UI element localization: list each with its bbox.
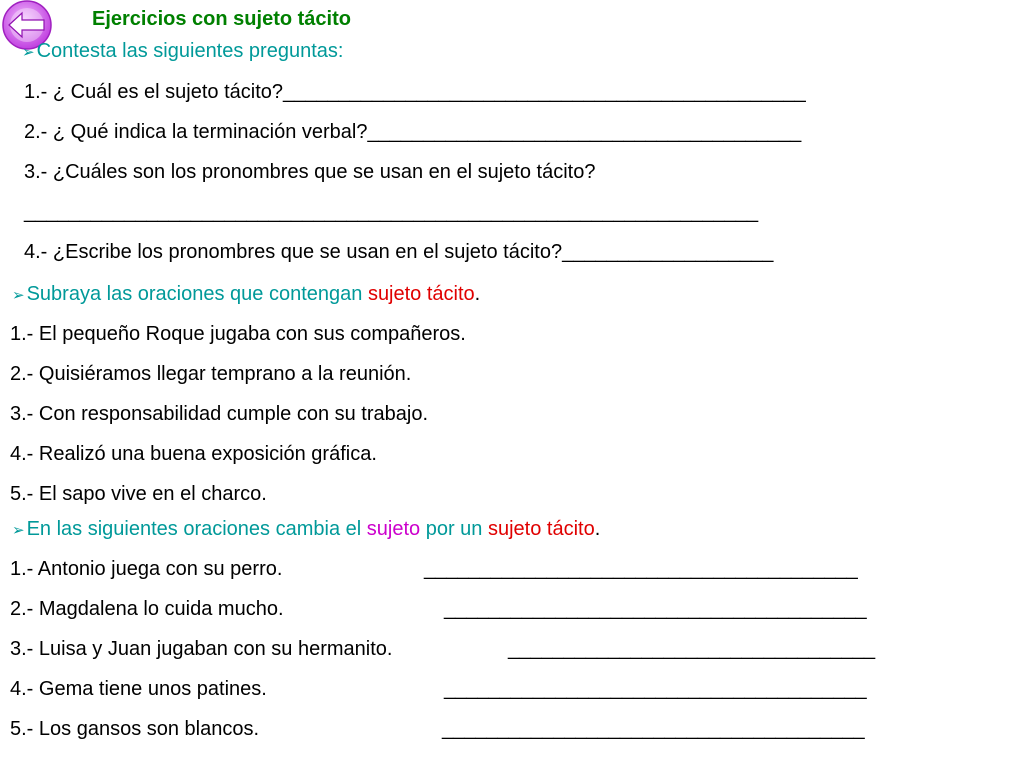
sentence-3-5: 5.- Los gansos son blancos. <box>10 718 260 740</box>
bullet-arrow-icon: ➢ <box>12 287 25 304</box>
sentence-2-4: 4.- Realizó una buena exposición gráfica. <box>10 443 377 465</box>
question-3: 3.- ¿Cuáles son los pronombres que se usan en el sujeto tácito? <box>24 161 596 183</box>
section3-period: . <box>594 518 601 540</box>
sentence-2-3: 3.- Con responsabilidad cumple con su trabajo. <box>10 403 429 425</box>
sentence-3-2-answer-line: ______________________________________ <box>444 598 867 620</box>
section1-instruction-text: Contesta las siguientes preguntas: <box>36 40 344 62</box>
sentence-3-4-answer-line: ______________________________________ <box>444 678 867 700</box>
question-4: 4.- ¿Escribe los pronombres que se usan en el sujeto tácito?___________________ <box>24 241 774 263</box>
sentence-3-3-answer-line: _________________________________ <box>508 638 876 660</box>
section3-instruction <box>12 518 600 541</box>
question-1: 1.- ¿ Cuál es el sujeto tácito?_______________________________________________ <box>24 81 806 103</box>
page-title: Ejercicios con sujeto tácito <box>92 8 351 30</box>
section3-highlight-tacito: sujeto tácito <box>487 518 595 540</box>
section2-highlight: sujeto tácito <box>367 283 475 305</box>
section3-instruction-mid: por un <box>420 518 488 540</box>
sentence-3-4: 4.- Gema tiene unos patines. <box>10 678 267 700</box>
section2-period: . <box>474 283 481 305</box>
section2-instruction-text: Subraya las oraciones que contengan <box>26 283 368 305</box>
sentence-3-1: 1.- Antonio juega con su perro. <box>10 558 283 580</box>
question-3-answer-line: __________________________________________________________________ <box>24 201 759 223</box>
sentence-3-3: 3.- Luisa y Juan jugaban con su hermanito. <box>10 638 393 660</box>
bullet-arrow-icon: ➢ <box>12 522 25 539</box>
section3-highlight-sujeto: sujeto <box>366 518 421 540</box>
bullet-arrow-icon: ➢ <box>22 44 35 61</box>
question-2: 2.- ¿ Qué indica la terminación verbal?_______________________________________ <box>24 121 802 143</box>
section3-instruction-text: En las siguientes oraciones cambia el <box>26 518 367 540</box>
sentence-3-5-answer-line: ______________________________________ <box>442 718 865 740</box>
sentence-2-5: 5.- El sapo vive en el charco. <box>10 483 267 505</box>
sentence-3-2: 2.- Magdalena lo cuida mucho. <box>10 598 284 620</box>
section2-instruction <box>12 283 480 306</box>
sentence-2-2: 2.- Quisiéramos llegar temprano a la reunión. <box>10 363 412 385</box>
sentence-3-1-answer-line: _______________________________________ <box>424 558 858 580</box>
section1-instruction <box>22 40 343 63</box>
sentence-2-1: 1.- El pequeño Roque jugaba con sus compañeros. <box>10 323 466 345</box>
